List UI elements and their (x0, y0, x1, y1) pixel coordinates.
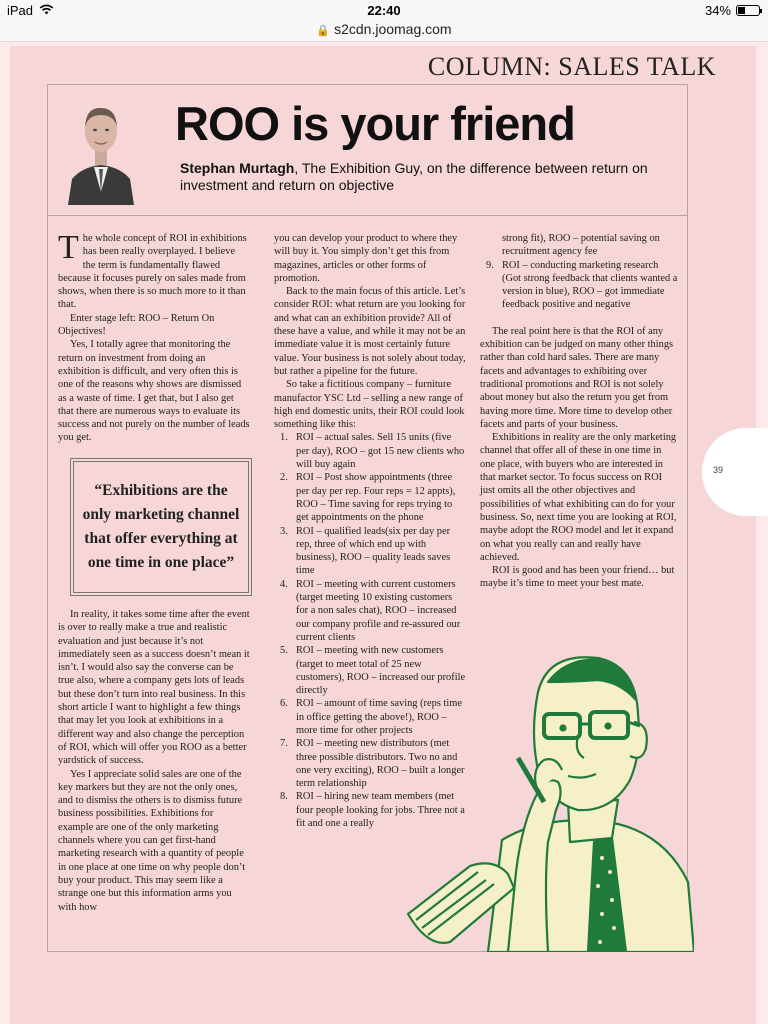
page-number: 39 (713, 465, 724, 475)
body-paragraph: ROI is good and has been your friend… but maybe it’s time to meet your best mate. (480, 565, 675, 590)
author-name: Stephan Murtagh (180, 160, 295, 176)
article-column-1 (58, 229, 250, 445)
roi-list-continued (480, 232, 678, 312)
device-label: iPad (7, 3, 34, 18)
body-paragraph: Exhibitions in reality are the only marketing channel that offer all of these in one time in one place, with buyers who are interested in that market sector. To focus success on ROI just omits all the other objectives and possibilities of what exhibiting can do for your business. So, next time you are looking at ROI, maybe adopt the ROO model and let it expand on what you really can and really have achieved. (480, 432, 677, 563)
body-paragraph: The real point here is that the ROI of any exhibition can be judged on many other things rather than cold hard sales. There are many facets and advantages to exhibiting over traditional promotions and ROI is not solely about money but also the return you get from having more time. More time to develop other facets and parts of your business. (480, 325, 674, 430)
pull-quote (70, 458, 252, 596)
article-standfirst (180, 160, 650, 194)
list-item: 5. ROI – meeting with new customers (target to meet total of 25 new customers), ROO – increased our profile directly (280, 645, 466, 697)
lock-icon: 🔒 (316, 25, 331, 37)
list-item: 7. ROI – meeting new distributors (met three possible distributors. Two no and one very exciting), ROO – built a longer term relationship (280, 738, 465, 790)
standfirst-text: , The Exhibition Guy, on the difference between return on investment and return on objective (180, 160, 648, 193)
url-text: s2cdn.joomag.com (334, 21, 452, 37)
body-paragraph: Enter stage left: ROO – Return On Objectives! (58, 312, 215, 338)
list-item: strong fit), ROO – potential saving on recruitment agency fee (502, 233, 660, 258)
list-item: 8. ROI – hiring new team members (met four people looking for jobs. Three not a fit and one a really (280, 791, 465, 830)
article-headline: ROO is your friend (175, 97, 575, 150)
list-item: 6. ROI – amount of time saving (reps time in office getting the above!), ROO – more time for other projects (280, 698, 462, 736)
list-item: 9. ROI – conducting marketing research (Got strong feedback that clients wanted a version in blue), ROO – got immediate feedback positive and negative (486, 259, 678, 311)
body-paragraph: Back to the main focus of this article. Let’s consider ROI: what return are you looking for and what can an exhibition provide? All of these have a value, and while it may not be an immediate value it is most certainly future value. Your business is not solely about today, but rather a pipeline for the future. (274, 286, 466, 377)
list-item: 4. ROI – meeting with current customers (target meeting 10 existing customers for a non sales chat), ROO – increased our company profile and re-assured our current clients (280, 578, 461, 643)
url-bar[interactable] (0, 22, 768, 42)
body-paragraph: Yes I appreciate solid sales are one of the key markers but they are not the only ones, and to dismiss the others is to dismiss future business possibilities. Exhibitions for example are one of the only marketing channels where you can get first-hand marketing research with a quantity of people in one place at one time on why people don’t buy your product. This may seem like a strange one but this information arms you with how (58, 768, 246, 913)
article-column-1-bottom (58, 608, 250, 914)
list-item: 1. ROI – actual sales. Sell 15 units (five per day), ROO – got 15 new clients who will buy again (280, 432, 465, 471)
body-paragraph: In reality, it takes some time after the event is over to really make a true and realistic evaluation and just because it’s not immediately seen as a success doesn’t mean it isn’t. I would also say the converse can be true also, where a company gets lots of leads but these don’t turn into real business. In this short article I want to highlight a few things that may let you look at exhibitions in a different way and also change the perception of ROI, which will offer you ROO as a better yardstick of success. (58, 609, 250, 767)
body-paragraph: Yes, I totally agree that monitoring the return on investment from doing an exhibition is difficult, and very often this is one of the reasons why shows are dismissed as a waste of time. I get that, but I also get that there are numerous ways to evaluate its success and not purely on the number of leads you get. (58, 339, 250, 444)
battery-icon (736, 5, 760, 16)
list-item: 2. ROI – Post show appointments (three per day per rep. Four reps = 12 appts), ROO – Time saving for reps trying to get appointments on the phone (280, 472, 456, 524)
status-time: 22:40 (367, 3, 401, 18)
body-paragraph: you can develop your product to where they will buy it. You simply don’t get this from magazines, articles or other forms of promotion. (274, 233, 458, 284)
status-bar (0, 0, 768, 22)
thinking-man-illustration (398, 652, 694, 952)
body-paragraph: The whole concept of ROI in exhibitions has been really overplayed. I believe the term is fundamentally flawed because it focuses purely on sales made from shows, when there is so much more to it than that. (58, 229, 247, 311)
body-paragraph: So take a fictitious company – furniture manufactor YSC Ltd – selling a new range of high end domestic units, their ROI could look something like this: (274, 379, 465, 431)
list-item: 3. ROI – qualified leads(six per day per rep, three of which end up with business), ROO – quality leads saves time (280, 525, 451, 577)
pull-quote-text: “Exhibitions are the only marketing channel that offer everything at one time in one place” (73, 461, 249, 593)
article-column-3 (480, 232, 678, 591)
column-title: COLUMN: SALES TALK (427, 52, 716, 81)
battery-percent: 34% (704, 3, 731, 18)
author-photo (68, 97, 134, 205)
drop-cap: T (58, 229, 79, 266)
